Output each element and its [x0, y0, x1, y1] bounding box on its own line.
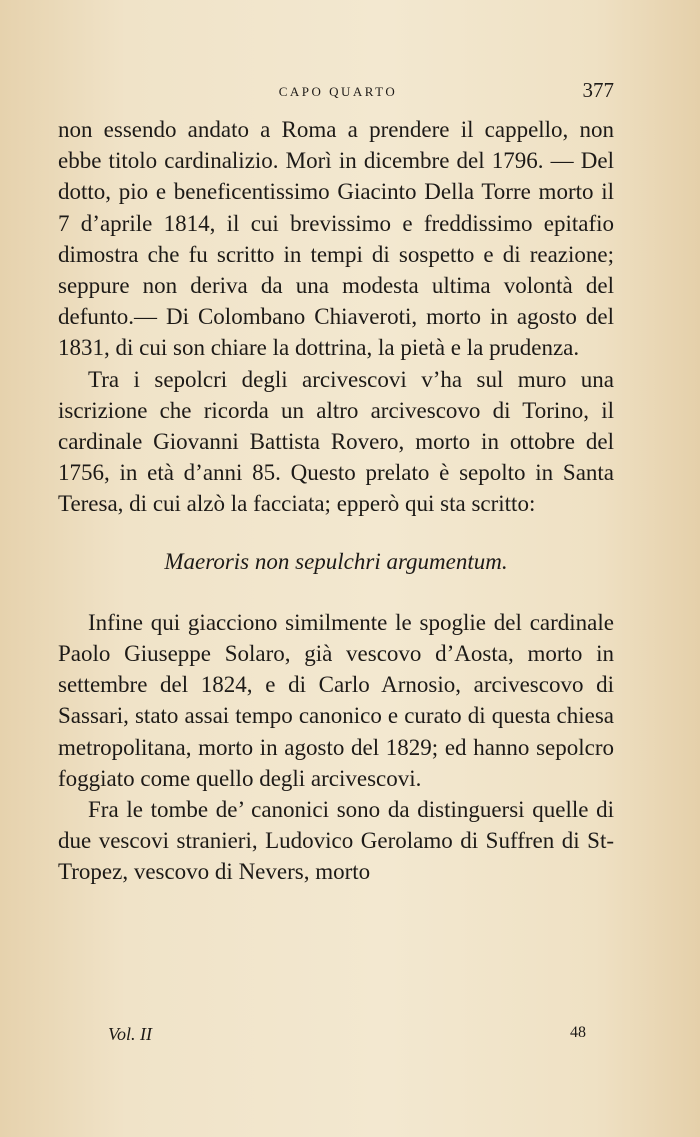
page-footer	[108, 1024, 586, 1054]
paragraph-1: non essendo andato a Roma a prendere il cappello, non ebbe titolo cardinalizio. Morì in dicembre del 1796. — Del dotto, pio e beneficentissimo Giacinto Della Torre morto il 7 d’aprile 1814, il cui brevissimo e freddissimo epitafio dimostra che fu scritto in tempi di sospetto e di reazione; seppure non deriva da una modesta ultima volontà del defunto.— Di Colombano Chiaveroti, morto in agosto del 1831, di cui son chiare la dottrina, la pietà e la prudenza.	[58, 117, 614, 361]
body-text	[58, 114, 614, 888]
running-head	[60, 78, 616, 108]
paragraph-2: Tra i sepolcri degli arcivescovi v’ha sul muro una iscrizione che ricorda un altro arcivescovo di Torino, il cardinale Giovanni Battista Rovero, morto in ottobre del 1756, in età d’anni 85. Questo prelato è sepolto in Santa Teresa, di cui alzò la facciata; epperò qui sta scritto:	[58, 366, 614, 517]
paragraph-4: Fra le tombe de’ canonici sono da distinguersi quelle di due vescovi stranieri, Ludovico Gerolamo di Suffren di St-Tropez, vescovo di Nevers, morto	[58, 797, 614, 885]
epigraph: Maeroris non sepulchri argumentum.	[164, 548, 508, 574]
page-number: 377	[582, 78, 614, 102]
signature-mark: 48	[570, 1024, 586, 1041]
paragraph-3: Infine qui giacciono similmente le spoglie del cardinale Paolo Giuseppe Solaro, già vescovo d’Aosta, morto in settembre del 1824, e di Carlo Arnosio, arcivescovo di Sassari, stato assai tempo canonico e curato di questa chiesa metropolitana, morto in agosto del 1829; ed hanno sepolcro foggiato come quello degli arcivescovi.	[58, 609, 614, 791]
running-title: CAPO QUARTO	[278, 84, 398, 99]
volume-label: Vol. II	[108, 1024, 152, 1044]
